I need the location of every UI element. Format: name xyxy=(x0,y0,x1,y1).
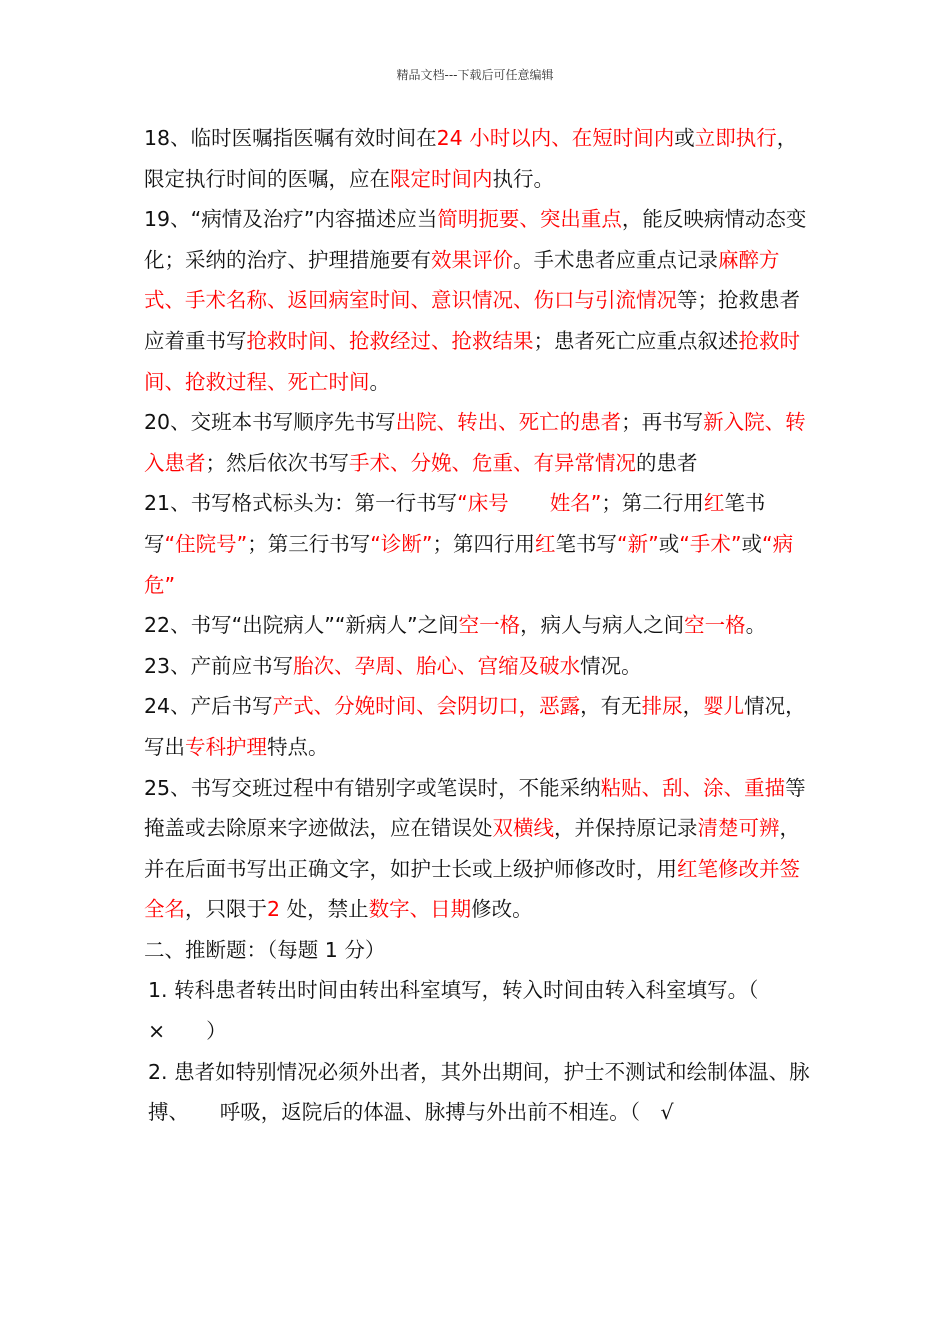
highlighted-text: “病危” xyxy=(144,531,794,597)
paragraph-18 xyxy=(144,118,812,199)
highlighted-text: 2 xyxy=(267,897,281,922)
highlighted-text: 麻醉方式、手术名称、返回病室时间、意识情况、伤口与引流情况 xyxy=(144,247,780,313)
highlighted-text: 效果评价 xyxy=(431,247,513,272)
paragraph-21 xyxy=(144,483,812,605)
text-segment: 21、书写格式标头为：第一行书写 xyxy=(144,491,458,516)
text-segment: 的患者 xyxy=(636,450,698,475)
highlighted-text: 立即执行 xyxy=(694,126,777,150)
text-segment: 20、交班本书写顺序先书写 xyxy=(144,410,396,435)
highlighted-text: “手术” xyxy=(679,531,742,556)
highlighted-text: 抢救时间、抢救过程、死亡时间 xyxy=(144,328,800,394)
text-segment: 等掩盖或去除原来字迹做法，应在错误处 xyxy=(144,775,806,841)
highlighted-text: 红笔修改并签全名 xyxy=(144,856,800,922)
text-segment: 19、“病情及治疗”内容描述应当 xyxy=(144,207,438,232)
text-segment: 等；抢救患者应着重书写 xyxy=(144,288,800,353)
text-segment: 25、书写交班过程中有错别字或笔误时，不能采纳 xyxy=(144,775,601,800)
text-segment: 或 xyxy=(674,126,695,150)
highlighted-text: 手术、分娩、危重、有异常情况 xyxy=(349,450,636,475)
text-segment: 特点。 xyxy=(267,734,329,759)
text-segment: ， xyxy=(682,694,704,719)
document-body xyxy=(144,118,812,1133)
paragraph-20 xyxy=(144,402,812,483)
text-segment: 24、产后书写 xyxy=(144,694,273,719)
highlighted-text: 抢救时间、抢救经过、抢救结果 xyxy=(246,328,534,353)
highlighted-text: “新” xyxy=(617,531,659,556)
highlighted-text: 产式、分娩时间、会阴切口，恶露 xyxy=(272,694,581,719)
highlighted-text: 空一格 xyxy=(458,613,521,638)
highlighted-text: 空一格 xyxy=(684,613,746,638)
text-segment: 二、推断题：（每题 1 分） xyxy=(144,937,386,962)
text-segment: ；然后依次书写 xyxy=(205,450,349,475)
page-header: 精品文档---下载后可任意编辑 xyxy=(396,68,554,82)
text-segment: 23、产前应书写 xyxy=(144,653,294,678)
text-segment: 。 xyxy=(745,613,767,638)
text-segment: 情况，写出 xyxy=(144,694,806,759)
highlighted-text: “床号 姓名” xyxy=(457,491,602,516)
text-segment: 。手术患者应重点记录 xyxy=(513,247,718,272)
paragraph-section2 xyxy=(144,930,812,971)
highlighted-text: 清楚可辨 xyxy=(697,816,780,841)
text-segment: 修改。 xyxy=(471,897,533,922)
highlighted-text: 简明扼要、突出重点 xyxy=(437,207,622,232)
text-segment: ；再书写 xyxy=(621,410,704,435)
text-segment: ，并保持原记录 xyxy=(554,816,698,841)
text-segment: ，病人与病人之间 xyxy=(520,613,685,638)
highlighted-text: 限定时间内 xyxy=(390,166,493,191)
highlighted-text: “诊断” xyxy=(370,531,433,556)
text-segment: ，只限于 xyxy=(185,897,267,922)
highlighted-text: 专科护理 xyxy=(185,734,267,759)
text-segment: 1. 转科患者转出时间由转出科室填写，转入时间由转入科室填写。（ × ） xyxy=(148,978,779,1044)
text-segment: 22、书写“出院病人”“新病人”之间 xyxy=(144,613,459,638)
text-segment: ；患者死亡应重点叙述 xyxy=(533,328,739,353)
text-segment: ；第二行用 xyxy=(601,491,704,516)
paragraph-25 xyxy=(144,768,812,930)
text-segment: ，限定执行时间的医嘱，应在 xyxy=(144,126,798,191)
paragraph-19 xyxy=(144,199,812,402)
text-segment: 笔书写 xyxy=(144,491,766,556)
text-segment: 情况。 xyxy=(580,653,642,678)
text-segment: 处，禁止 xyxy=(280,897,369,922)
highlighted-text: 24 小时以内、在短时间内 xyxy=(436,126,675,150)
text-segment: 。 xyxy=(369,369,390,394)
text-segment: 笔书写 xyxy=(555,531,617,556)
text-segment: ，并在后面书写出正确文字，如护士长或上级护师修改时，用 xyxy=(144,816,800,881)
highlighted-text: 红 xyxy=(703,491,725,516)
paragraph-22 xyxy=(144,605,812,646)
paragraph-23 xyxy=(144,646,812,687)
highlighted-text: 红 xyxy=(535,531,556,556)
highlighted-text: 数字、日期 xyxy=(368,897,472,922)
highlighted-text: “住院号” xyxy=(164,531,248,556)
text-segment: 或 xyxy=(658,531,680,556)
text-segment: ，能反映病情动态变化；采纳的治疗、护理措施要有 xyxy=(144,207,807,272)
text-segment: 或 xyxy=(741,531,762,556)
paragraph-q1 xyxy=(144,970,812,1051)
highlighted-text: 双横线 xyxy=(492,816,554,841)
highlighted-text: 婴儿 xyxy=(703,694,745,719)
paragraph-q2 xyxy=(144,1052,812,1133)
text-segment: ；第三行书写 xyxy=(247,531,371,556)
highlighted-text: 胎次、孕周、胎心、宫缩及破水 xyxy=(293,653,581,678)
highlighted-text: 粘贴、刮、涂、重描 xyxy=(600,775,786,800)
text-segment: ；第四行用 xyxy=(432,531,535,556)
highlighted-text: 排尿 xyxy=(641,694,683,719)
text-segment: 2. 患者如特别情况必须外出者，其外出期间，护士不测试和绘制体温、脉搏、 呼吸，返院后的体温、脉搏与外出前不相连。（ √ xyxy=(148,1059,810,1125)
text-segment: ，有无 xyxy=(580,694,642,719)
paragraph-24 xyxy=(144,686,812,767)
highlighted-text: 新入院、转入患者 xyxy=(144,410,806,475)
highlighted-text: 出院、转出、死亡的患者 xyxy=(395,410,622,435)
text-segment: 执行。 xyxy=(492,166,554,191)
text-segment: 18、临时医嘱指医嘱有效时间在 xyxy=(144,126,437,150)
